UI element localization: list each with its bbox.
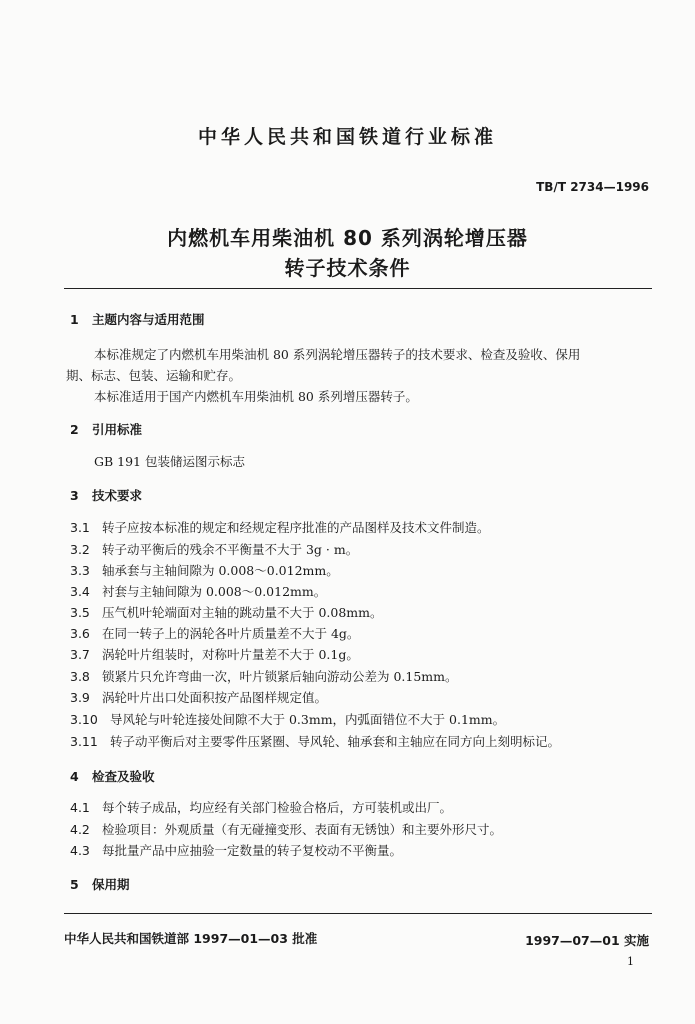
paragraph-scope-line-2: 期、标志、包装、运输和贮存。	[66, 368, 242, 383]
standard-code: TB/T 2734—1996	[536, 180, 649, 194]
requirement-item	[70, 688, 327, 706]
requirement-item	[70, 603, 383, 621]
item-text: 每个转子成品，均应经有关部门检验合格后，方可装机或出厂。	[102, 800, 453, 815]
requirement-item	[70, 667, 458, 685]
section-number: 5	[70, 877, 79, 892]
item-number: 4.1	[70, 800, 90, 815]
requirement-item	[70, 582, 326, 600]
item-number: 3.7	[70, 647, 90, 662]
section-heading-3	[70, 486, 142, 504]
item-text: 压气机叶轮端面对主轴的跳动量不大于 0.08mm。	[102, 605, 383, 620]
item-number: 3.4	[70, 584, 90, 599]
item-number: 4.2	[70, 822, 90, 837]
document-title-line-2: 转子技术条件	[284, 256, 411, 280]
requirement-item	[70, 540, 358, 558]
section-title: 保用期	[92, 877, 130, 892]
title-divider	[64, 288, 652, 289]
requirement-item	[70, 645, 359, 663]
item-number: 3.11	[70, 734, 98, 749]
page-number: 1	[627, 955, 634, 968]
item-text: 转子动平衡后对主要零件压紧圈、导风轮、轴承套和主轴应在同方向上刻明标记。	[110, 734, 561, 749]
item-number: 3.3	[70, 563, 90, 578]
section-heading-5	[70, 875, 130, 893]
standard-category-title: 中华人民共和国铁道行业标准	[197, 126, 497, 148]
requirement-item	[70, 624, 359, 642]
requirement-item	[70, 561, 339, 579]
item-number: 4.3	[70, 843, 90, 858]
section-heading-2	[70, 420, 142, 438]
requirement-item	[70, 732, 560, 750]
item-text: 衬套与主轴间隙为 0.008～0.012mm。	[102, 584, 327, 599]
requirement-item	[70, 710, 505, 728]
item-number: 3.9	[70, 690, 90, 705]
item-number: 3.5	[70, 605, 90, 620]
section-title: 技术要求	[92, 488, 143, 503]
item-number: 3.6	[70, 626, 90, 641]
referenced-standard-gb191: GB 191 包装储运图示标志	[94, 454, 245, 469]
item-text: 锁紧片只允许弯曲一次，叶片锁紧后轴向游动公差为 0.15mm。	[102, 669, 458, 684]
paragraph-applicability: 本标准适用于国产内燃机车用柴油机 80 系列增压器转子。	[94, 389, 418, 404]
item-text: 每批量产品中应抽验一定数量的转子复校动不平衡量。	[102, 843, 403, 858]
section-number: 3	[70, 488, 79, 503]
item-text: 在同一转子上的涡轮各叶片质量差不大于 4g。	[102, 626, 360, 641]
item-number: 3.1	[70, 520, 90, 535]
section-title: 引用标准	[92, 422, 143, 437]
inspection-item	[70, 841, 402, 859]
section-heading-4	[70, 767, 155, 785]
document-title-line-1: 内燃机车用柴油机 80 系列涡轮增压器	[167, 226, 528, 250]
footer-divider	[64, 913, 652, 914]
item-text: 涡轮叶片组装时，对称叶片量差不大于 0.1g。	[102, 647, 359, 662]
inspection-item	[70, 820, 502, 838]
item-text: 转子应按本标准的规定和经规定程序批准的产品图样及技术文件制造。	[102, 520, 490, 535]
approval-line: 中华人民共和国铁道部 1997—01—03 批准	[64, 931, 318, 946]
item-text: 转子动平衡后的残余不平衡量不大于 3g · m。	[102, 542, 359, 557]
item-text: 导风轮与叶轮连接处间隙不大于 0.3mm，内弧面错位不大于 0.1mm。	[110, 712, 506, 727]
requirement-item	[70, 518, 490, 536]
item-number: 3.10	[70, 712, 98, 727]
inspection-item	[70, 798, 452, 816]
section-number: 2	[70, 422, 79, 437]
section-heading-1	[70, 310, 205, 328]
section-title: 主题内容与适用范围	[92, 312, 205, 327]
item-text: 涡轮叶片出口处面积按产品图样规定值。	[102, 690, 328, 705]
section-number: 1	[70, 312, 79, 327]
section-title: 检查及验收	[92, 769, 155, 784]
paragraph-scope-line-1: 本标准规定了内燃机车用柴油机 80 系列涡轮增压器转子的技术要求、检查及验收、保用	[94, 347, 581, 362]
item-text: 轴承套与主轴间隙为 0.008～0.012mm。	[102, 563, 339, 578]
item-number: 3.2	[70, 542, 90, 557]
effective-date: 1997—07—01 实施	[525, 933, 649, 948]
item-number: 3.8	[70, 669, 90, 684]
item-text: 检验项目：外观质量（有无碰撞变形、表面有无锈蚀）和主要外形尺寸。	[102, 822, 503, 837]
section-number: 4	[70, 769, 79, 784]
